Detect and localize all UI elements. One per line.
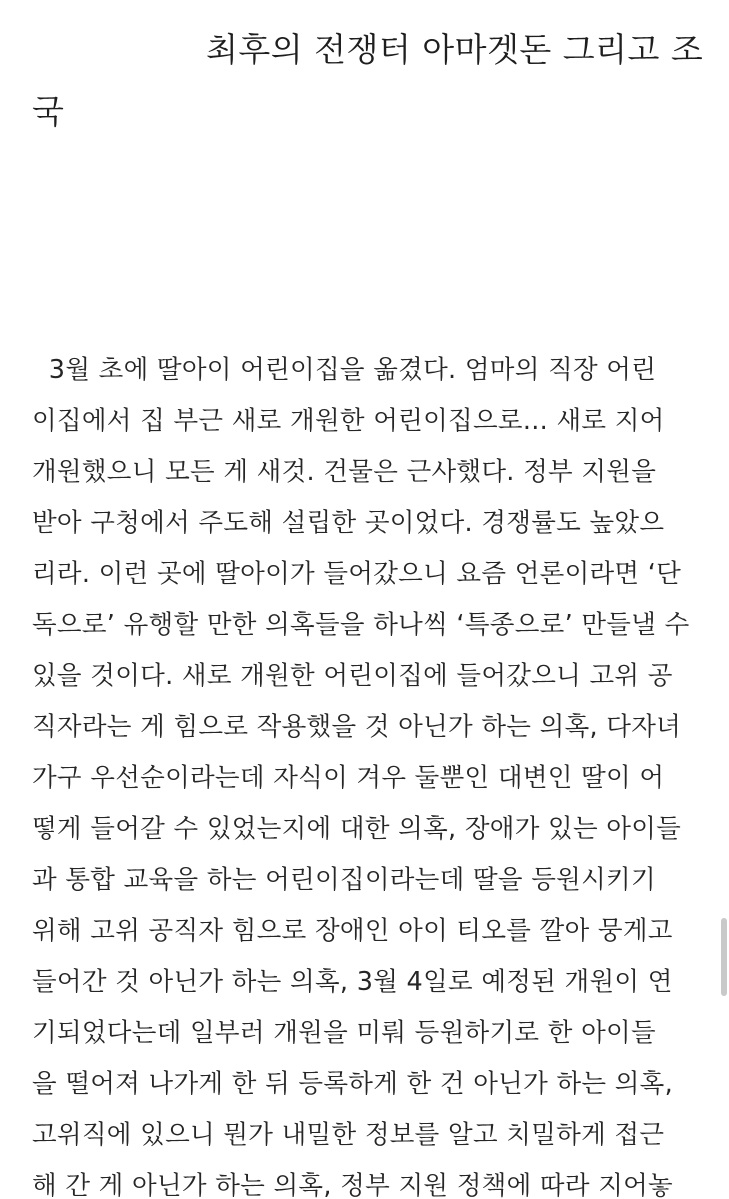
body-line: 해 간 게 아닌가 하는 의혹, 정부 지원 정책에 따라 지어놓 [32, 1171, 673, 1199]
body-line: 기되었다는데 일부러 개원을 미뤄 등원하기로 한 아이들 [32, 1018, 656, 1048]
body-line: 위해 고위 공직자 힘으로 장애인 아이 티오를 깔아 뭉게고 [32, 916, 673, 946]
body-line: 3월 초에 딸아이 어린이집을 옮겼다. 엄마의 직장 어린 [32, 355, 657, 385]
body-line: 을 떨어져 나가게 한 뒤 등록하게 한 건 아닌가 하는 의혹, [32, 1069, 673, 1099]
body-line: 받아 구청에서 주도해 설립한 곳이었다. 경쟁률도 높았으 [32, 508, 665, 538]
body-line: 떻게 들어갈 수 있었는지에 대한 의혹, 장애가 있는 아이들 [32, 814, 682, 844]
chapter-title-line-2: 국 [32, 92, 65, 131]
body-line: 들어간 것 아닌가 하는 의혹, 3월 4일로 예정된 개원이 연 [32, 967, 673, 997]
body-line: 리라. 이런 곳에 딸아이가 들어갔으니 요즘 언론이라면 ‘단 [32, 559, 682, 589]
body-line: 가구 우선순이라는데 자식이 겨우 둘뿐인 대변인 딸이 어 [32, 763, 665, 793]
chapter-title-line-1: 최후의 전쟁터 아마겟돈 그리고 조 [206, 30, 704, 69]
body-line: 있을 것이다. 새로 개원한 어린이집에 들어갔으니 고위 공 [32, 661, 673, 691]
body-line: 과 통합 교육을 하는 어린이집이라는데 딸을 등원시키기 [32, 865, 656, 895]
body-line: 이집에서 집 부근 새로 개원한 어린이집으로... 새로 지어 [32, 406, 665, 436]
body-line: 직자라는 게 힘으로 작용했을 것 아닌가 하는 의혹, 다자녀 [32, 712, 682, 742]
body-line: 개원했으니 모든 게 새것. 건물은 근사했다. 정부 지원을 [32, 457, 657, 487]
body-line: 독으로’ 유행할 만한 의혹들을 하나씩 ‘특종으로’ 만들낼 수 [32, 610, 690, 640]
body-line: 고위직에 있으니 뭔가 내밀한 정보를 알고 치밀하게 접근 [32, 1120, 665, 1150]
scrollbar-thumb[interactable] [721, 918, 727, 996]
